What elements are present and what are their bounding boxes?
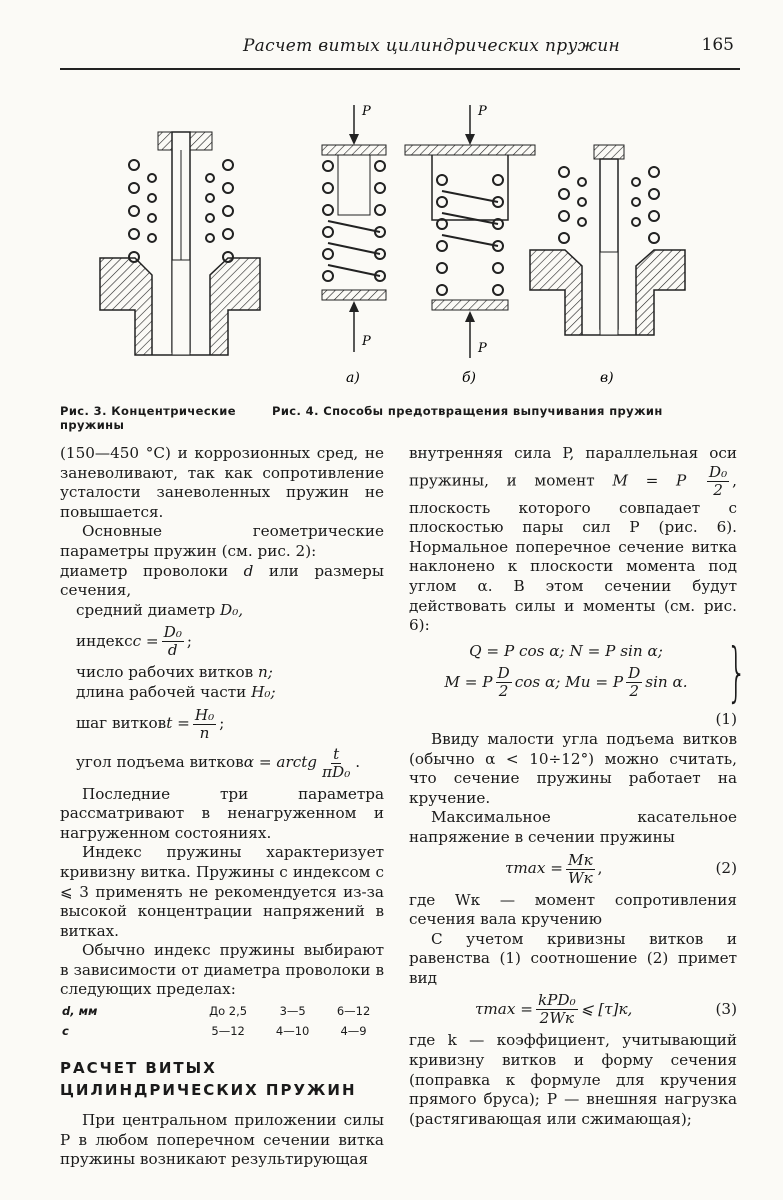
paragraph: С учетом кривизны витков и равенства (1) соотношение (2) примет вид <box>409 929 737 987</box>
force-label: P <box>362 334 371 349</box>
page-number: 165 <box>701 35 734 55</box>
paragraph: Ввиду малости угла подъема витков (обычно α < 10÷12°) можно считать, что сечение пружины работает на кручение. <box>409 729 737 807</box>
left-column <box>60 444 384 1170</box>
brace-icon: } <box>726 636 747 711</box>
equation-1: Q = P cos α; N = P sin α; M = P $\frac{D}{2}$ cos α; Mи = P $\frac{D}{2}$ sin α. } <box>444 636 747 711</box>
equation-number: (1) <box>715 710 737 729</box>
parameter-item: средний диаметр D₀, <box>76 600 244 619</box>
equation-3: τmax = $\frac{\text{kPD₀}}{2Wк}$ ⩽ [τ]к, (3) <box>475 991 737 1028</box>
wire-index-table <box>60 1002 384 1041</box>
variant-label-a: а) <box>346 370 360 386</box>
variant-label-c: в) <box>600 370 614 386</box>
parameter-item: число рабочих витков n; <box>76 663 273 682</box>
table-row: d, мм До 2,5 3—5 6—12 <box>62 1004 371 1019</box>
variant-label-b: б) <box>462 370 477 386</box>
paragraph: внутренняя сила P, параллельная оси пружины, и момент M = P $\frac{\text{D₀}}{2}$ , плоскость которого совпадает с плоскостью пары сил P (рис. 6). Нормальное поперечное сечение витка наклонено к плоскости момента под углом α. В этом сечении будут действовать силы и моменты (см. рис. 6): <box>409 444 737 635</box>
equation-2: τmax = $\frac{Mк}{Wк}$ , (2) <box>505 850 737 887</box>
right-column <box>409 444 747 1129</box>
parameter-item: длина рабочей части H₀; <box>76 682 276 701</box>
figures-3-4 <box>60 90 740 400</box>
force-label: P <box>478 104 487 119</box>
paragraph: Основные геометрические параметры пружин (см. рис. 2): <box>60 522 384 560</box>
paragraph: Последние три параметра рассматривают в ненагруженном и нагруженном состояниях. <box>60 784 384 842</box>
pitch-formula: шаг витков t = $\frac{\text{H₀}}{n}$ ; <box>76 705 225 742</box>
figure-4-caption: Рис. 4. Способы предотвращения выпучивания пружин <box>272 404 663 418</box>
section-heading: РАСЧЕТ ВИТЫХ ЦИЛИНДРИЧЕСКИХ ПРУЖИН <box>60 1059 357 1100</box>
paragraph: где Wк — момент сопротивления сечения вала кручению <box>409 890 737 929</box>
force-label: P <box>362 104 371 119</box>
table-row: c 5—12 4—10 4—9 <box>62 1023 367 1038</box>
spring-variant-b-drawing <box>405 104 535 386</box>
page-header <box>60 34 740 70</box>
paragraph: Максимальное касательное напряжение в сечении пружины <box>409 808 737 846</box>
paragraph: (150—450 °С) и коррозионных сред, не заневоливают, так как сопротивление усталости заневоленных пружин не повышается. <box>60 444 384 521</box>
index-formula: индекс c = $\frac{\text{D₀}}{d}$ ; <box>76 623 193 660</box>
spring-variant-c-drawing <box>530 145 685 386</box>
angle-formula: угол подъема витков α = arctg $\frac{t}{\text{πD₀}}$ . <box>76 744 361 781</box>
concentric-springs-drawing <box>100 132 260 355</box>
paragraph: Обычно индекс пружины выбирают в зависимости от диаметра проволоки в следующих пределах: <box>60 941 384 999</box>
parameter-item: диаметр проволоки d или размеры сечения, <box>60 561 384 600</box>
paragraph: При центральном приложении силы P в любом поперечном сечении витка пружины возникают результирующая <box>60 1111 384 1169</box>
running-title: Расчет витых цилиндрических пружин <box>242 36 620 56</box>
figure-3-caption: Рис. 3. Концентрические пружины <box>60 404 236 432</box>
paragraph: Индекс пружины характеризует кривизну витка. Пружины с индексом c ⩽ 3 применять не рекомендуется из-за высокой концентрации напряжений в витках. <box>60 843 384 940</box>
spring-drawings <box>60 90 740 400</box>
force-label: P <box>478 341 487 356</box>
spring-variant-a-drawing <box>322 104 386 386</box>
paragraph: где k — коэффициент, учитывающий кривизну витков и форму сечения (поправка к формуле для кручения прямого бруса); P — внешняя нагрузка (растягивающая или сжимающая); <box>409 1031 737 1128</box>
